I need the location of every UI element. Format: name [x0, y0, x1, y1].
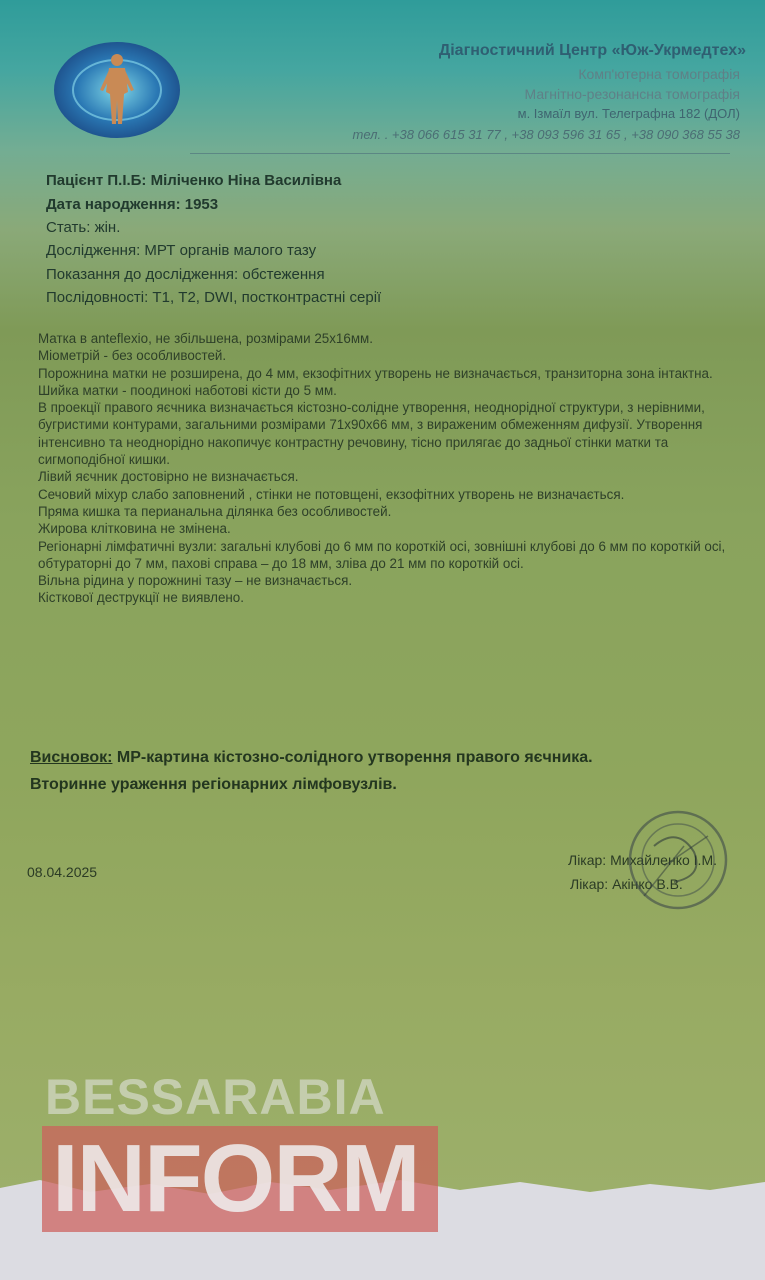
header-divider — [190, 153, 730, 154]
service-ct: Комп'ютерна томографія — [578, 66, 740, 82]
center-name: Діагностичний Центр «Юж-Укрмедтех» — [438, 42, 746, 59]
conclusion-text-1: МР-картина кістозно-солідного утворення правого яєчника. — [112, 749, 593, 766]
finding-paragraph: Регіонарні лімфатичні вузли: загальні клубові до 6 мм по короткій осі, зовнішні клубові до 6 мм по короткій осі, обтураторні до 7 мм, пахові справа – до 18 мм, зліва до 21 мм по короткій осі. — [38, 538, 726, 571]
finding-paragraph: Пряма кишка та перианальна ділянка без особливостей. — [38, 503, 392, 519]
human-figure-icon — [54, 42, 180, 138]
study-sequences: Послідовності: Т1, Т2, DWI, постконтрастні серії — [46, 289, 382, 306]
finding-paragraph: Вільна рідина у порожнині тазу – не визначається. — [38, 573, 353, 589]
watermark-bessarabia: BESSARABIA — [45, 1069, 386, 1125]
finding-paragraph: Міометрій - без особливостей. — [38, 348, 227, 364]
center-phones: тел. . +38 066 615 31 77 , +38 093 596 31 65 , +38 090 368 55 38 — [352, 127, 740, 142]
conclusion-section — [30, 744, 760, 798]
stamp-seal-icon — [624, 806, 732, 914]
patient-sex: Стать: жін. — [46, 219, 121, 236]
finding-paragraph: Лівий яєчник достовірно не визначається. — [38, 469, 299, 485]
service-mri: Магнітно-резонансна томографія — [524, 86, 740, 102]
patient-name: Пацієнт П.І.Б: Міліченко Ніна Василівна — [46, 172, 342, 189]
study-type: Дослідження: МРТ органів малого тазу — [46, 242, 317, 259]
finding-paragraph: Порожнина матки не розширена, до 4 мм, екзофітних утворень не визначається, транзиторна зона інтактна. — [38, 365, 713, 381]
finding-paragraph: Жирова клітковина не змінена. — [38, 521, 231, 537]
watermark-inform: INFORM — [52, 1125, 419, 1232]
birth-date: Дата народження: 1953 — [46, 196, 219, 213]
finding-paragraph: Сечовий міхур слабо заповнений , стінки не потовщені, екзофітних утворень не визначається. — [38, 486, 625, 502]
doctor-2: Лікар: Акінко В.В. — [570, 876, 683, 892]
finding-paragraph: Кісткової деструкції не виявлено. — [38, 590, 244, 606]
conclusion-line-2: Вторинне ураження регіонарних лімфовузлів. — [30, 776, 397, 793]
doctor-1: Лікар: Михайленко І.М. — [568, 852, 717, 868]
conclusion-label: Висновок: — [30, 749, 113, 766]
conclusion-line-1 — [30, 744, 760, 771]
finding-paragraph: Матка в anteflexio, не збільшена, розмірами 25х16мм. — [38, 331, 373, 346]
study-indication: Показання до дослідження: обстеження — [46, 266, 325, 283]
findings-section — [38, 330, 758, 607]
finding-paragraph: В проекції правого яєчника визначається кістозно-солідне утворення, неоднорідної структури, з нерівними, бугристими контурами, загальними розмірами 71х90х66 мм, з вираженим обмеженням дифузії. Утворення інтенсивно та неоднорідно накопичує контрастну речовину, тісно прилягає до задньої стінки матки та сигмоподібної кишки. — [38, 400, 705, 468]
center-address: м. Ізмаїл вул. Телеграфна 182 (ДОЛ) — [517, 106, 740, 121]
center-logo — [54, 42, 180, 138]
report-date: 08.04.2025 — [27, 864, 98, 880]
finding-paragraph: Шийка матки - поодинокі наботові кісти до 5 мм. — [38, 382, 337, 398]
